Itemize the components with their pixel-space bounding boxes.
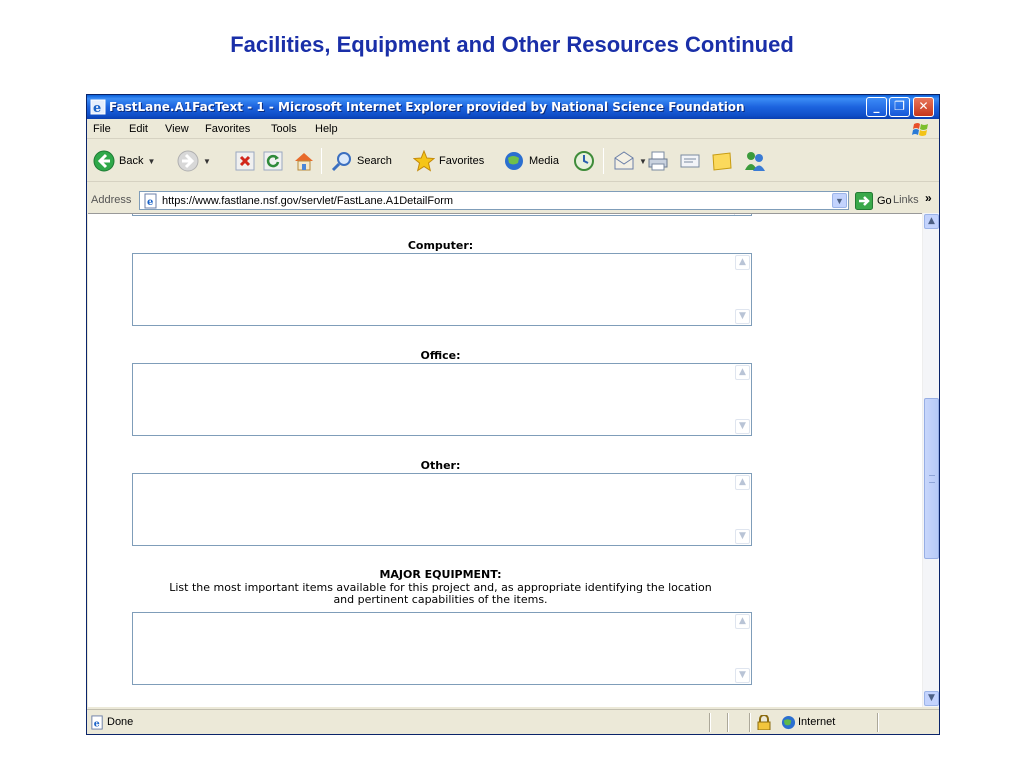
menu-tools[interactable]: Tools bbox=[271, 123, 297, 135]
links-button[interactable]: Links bbox=[893, 194, 919, 206]
scroll-down-icon[interactable]: ▼ bbox=[735, 668, 750, 683]
computer-textarea[interactable] bbox=[132, 253, 752, 326]
refresh-button[interactable] bbox=[263, 149, 283, 173]
menu-file[interactable]: File bbox=[93, 123, 111, 135]
back-dropdown-icon[interactable]: ▼ bbox=[147, 156, 156, 166]
back-button[interactable] bbox=[93, 149, 155, 173]
page-content bbox=[88, 213, 922, 707]
home-icon bbox=[293, 150, 315, 172]
computer-textarea-scrollbar[interactable] bbox=[734, 254, 751, 325]
address-dropdown-icon[interactable]: ▼ bbox=[832, 193, 847, 208]
major-equipment-title: MAJOR EQUIPMENT: bbox=[379, 568, 502, 581]
media-button[interactable] bbox=[503, 149, 559, 173]
major-equipment-desc-line2: and pertinent capabilities of the items. bbox=[333, 593, 548, 606]
media-icon bbox=[503, 150, 525, 172]
major-equipment-textarea[interactable] bbox=[132, 612, 752, 685]
scroll-down-icon[interactable]: ▼ bbox=[735, 529, 750, 544]
status-text: Done bbox=[107, 716, 134, 728]
office-textarea-scrollbar[interactable] bbox=[734, 364, 751, 435]
search-button[interactable] bbox=[331, 149, 392, 173]
ie-icon bbox=[90, 99, 106, 115]
forward-dropdown-icon[interactable]: ▼ bbox=[203, 156, 211, 166]
media-label: Media bbox=[529, 155, 559, 167]
menu-favorites[interactable]: Favorites bbox=[205, 123, 251, 135]
zone-text: Internet bbox=[798, 716, 836, 728]
address-label: Address bbox=[91, 194, 132, 206]
links-chevron-icon[interactable]: » bbox=[925, 191, 932, 205]
menu-view[interactable]: View bbox=[165, 123, 189, 135]
globe-icon bbox=[781, 715, 796, 730]
address-bar bbox=[87, 190, 939, 212]
favorites-star-icon bbox=[413, 150, 435, 172]
scroll-up-icon[interactable]: ▲ bbox=[735, 614, 750, 629]
stop-button[interactable] bbox=[235, 149, 255, 173]
scroll-up-icon[interactable]: ▲ bbox=[735, 475, 750, 490]
print-button[interactable] bbox=[647, 149, 669, 173]
search-icon bbox=[331, 150, 353, 172]
search-label: Search bbox=[357, 155, 392, 167]
mail-icon bbox=[613, 150, 635, 172]
scroll-down-icon[interactable]: ▼ bbox=[735, 309, 750, 324]
mail-button[interactable] bbox=[613, 149, 647, 173]
window-title: FastLane.A1FacText - 1 - Microsoft Internet Explorer provided by National Science Foundation bbox=[109, 100, 745, 114]
forward-button[interactable] bbox=[177, 149, 211, 173]
go-arrow-icon bbox=[855, 192, 873, 210]
office-textarea[interactable] bbox=[132, 363, 752, 436]
toolbar bbox=[87, 140, 939, 182]
home-button[interactable] bbox=[293, 149, 315, 173]
edit-button[interactable] bbox=[679, 149, 701, 173]
scroll-down-icon[interactable]: ▼ bbox=[735, 419, 750, 434]
major-equipment-textarea-scrollbar[interactable] bbox=[734, 613, 751, 684]
mail-dropdown-icon[interactable]: ▼ bbox=[639, 156, 647, 166]
other-label: Other: bbox=[420, 459, 461, 472]
maximize-button[interactable]: ❐ bbox=[889, 97, 910, 117]
menu-edit[interactable]: Edit bbox=[129, 123, 148, 135]
page-scrollbar[interactable] bbox=[922, 213, 939, 707]
refresh-icon bbox=[263, 151, 283, 171]
back-label: Back bbox=[119, 155, 144, 167]
address-input[interactable] bbox=[139, 191, 849, 210]
status-bar bbox=[87, 709, 939, 734]
print-icon bbox=[647, 150, 669, 172]
messenger-button[interactable] bbox=[743, 149, 767, 173]
history-button[interactable] bbox=[573, 149, 595, 173]
go-button[interactable] bbox=[855, 192, 892, 210]
svg-text:e: e bbox=[93, 101, 102, 115]
page-scroll-thumb[interactable] bbox=[924, 398, 939, 559]
back-icon bbox=[93, 150, 115, 172]
menu-bar bbox=[87, 119, 939, 139]
page-icon bbox=[90, 715, 105, 730]
page-scroll-up-icon[interactable]: ▲ bbox=[924, 214, 939, 229]
windows-logo-icon bbox=[911, 121, 931, 137]
scroll-up-icon[interactable]: ▲ bbox=[735, 255, 750, 270]
favorites-label: Favorites bbox=[439, 155, 485, 167]
slide-title: Facilities, Equipment and Other Resources Continued bbox=[230, 32, 794, 57]
stop-icon bbox=[235, 151, 255, 171]
minimize-button[interactable]: _ bbox=[866, 97, 887, 117]
address-url: https://www.fastlane.nsf.gov/servlet/FastLane.A1DetailForm bbox=[162, 195, 454, 207]
office-label: Office: bbox=[420, 349, 461, 362]
computer-label: Computer: bbox=[407, 239, 474, 252]
title-bar[interactable] bbox=[87, 95, 939, 119]
page-scroll-down-icon[interactable]: ▼ bbox=[924, 691, 939, 706]
svg-text:e: e bbox=[147, 197, 154, 208]
forward-icon bbox=[177, 150, 199, 172]
previous-textarea[interactable] bbox=[132, 213, 752, 216]
other-textarea-scrollbar[interactable] bbox=[734, 474, 751, 545]
other-textarea[interactable] bbox=[132, 473, 752, 546]
go-label: Go bbox=[877, 195, 892, 207]
major-equipment-desc-line1: List the most important items available for this project and, as appropriate identifying the location bbox=[169, 581, 712, 594]
edit-icon bbox=[679, 150, 701, 172]
favorites-button[interactable] bbox=[413, 149, 484, 173]
scroll-up-icon[interactable]: ▲ bbox=[735, 365, 750, 380]
folder-icon bbox=[711, 150, 733, 172]
close-button[interactable]: ✕ bbox=[913, 97, 934, 117]
messenger-icon bbox=[743, 150, 767, 172]
browser-window bbox=[86, 94, 940, 735]
lock-icon bbox=[757, 715, 771, 730]
menu-help[interactable]: Help bbox=[315, 123, 338, 135]
page-icon bbox=[143, 193, 159, 209]
history-icon bbox=[573, 150, 595, 172]
folder-button[interactable] bbox=[711, 149, 733, 173]
svg-text:e: e bbox=[93, 718, 100, 730]
